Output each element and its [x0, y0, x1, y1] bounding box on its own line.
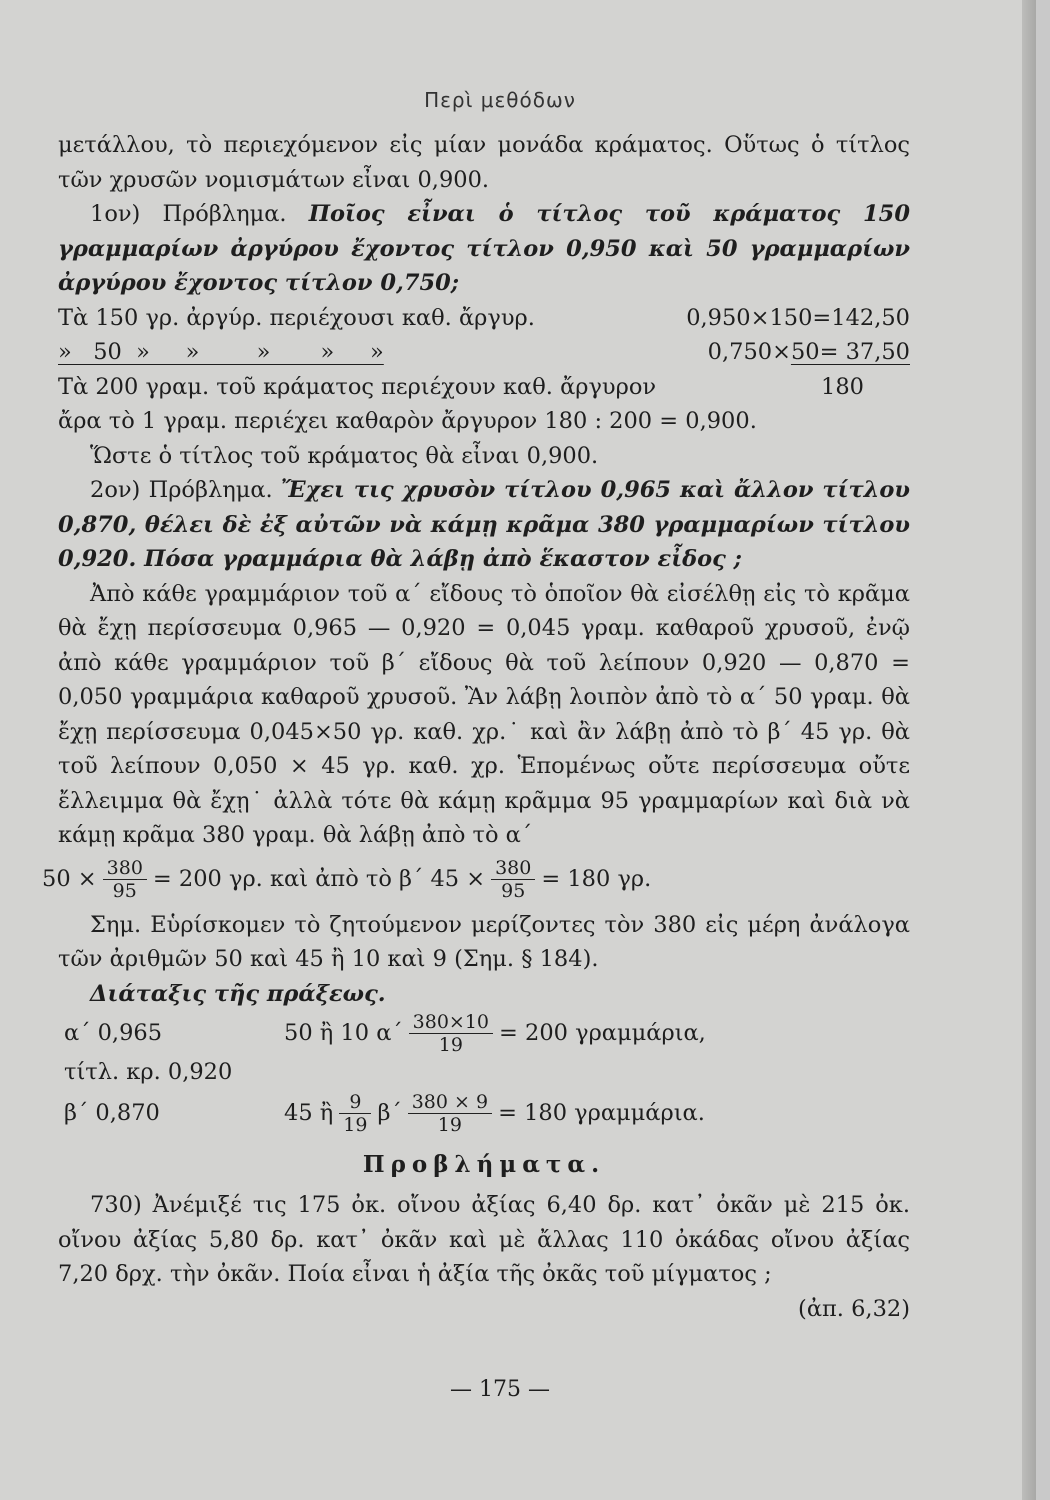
problem-730-answer: (ἀπ. 6,32) — [798, 1295, 910, 1322]
calc-line-2-value — [708, 335, 910, 370]
problem-2-label: 2ον) Πρόβλημα. — [90, 477, 273, 503]
formula-line — [42, 857, 910, 902]
problem-2-body: Ἀπὸ κάθε γραμμάριον τοῦ α΄ εἴδους τὸ ὁποῖον θὰ εἰσέλθῃ εἰς τὸ κρᾶμα θὰ ἔχῃ περίσσευμα 0,965 — 0,920 = 0,045 γραμ. καθαροῦ χρυσοῦ, ἐνῷ ἀπὸ κάθε γραμμάριον τοῦ β΄ εἴδους θὰ τοῦ λείπουν 0,920 — 0,870 = 0,050 γραμμάρια καθαροῦ χρυσοῦ. Ἂν λάβῃ λοιπὸν ἀπὸ τὸ α΄ 50 γραμ. θὰ ἔχῃ περίσσευμα 0,045×50 γρ. καθ. χρ.˙ καὶ ἂν λάβῃ ἀπὸ τὸ β΄ 45 γρ. θὰ τοῦ λείπουν 0,050 × 45 γρ. καθ. χρ. Ἑπομένως οὔτε περίσσευμα οὔτε ἔλλειμμα θὰ ἔχῃ˙ ἀλλὰ τότε θὰ κάμῃ κρᾶμμα 95 γραμμαρίων καὶ διὰ νὰ κάμῃ κρᾶμα 380 γραμ. θὰ λάβῃ ἀπὸ τὸ α΄ — [58, 580, 910, 848]
problem-1-question: Ποῖος εἶναι ὁ τίτλος τοῦ κράματος 150 γραμμαρίων ἀργύρου ἔχοντος τίτλον 0,950 καὶ 50 γραμμαρίων ἀργύρου ἔχοντος τίτλον 0,750; — [58, 201, 910, 296]
formula-fraction-a-den: 95 — [112, 879, 137, 902]
calc-line-3-text: Τὰ 200 γραμ. τοῦ κράματος περιέχουν καθ. ἄργυρον — [58, 373, 657, 400]
arrangement-r3-fraction — [408, 1091, 492, 1136]
arrangement-row-3 — [64, 1090, 910, 1138]
formula-fraction-a — [103, 857, 147, 902]
arrangement-r3-small-fraction — [339, 1091, 371, 1136]
arrangement-r1-den: 19 — [438, 1033, 463, 1056]
problem-2 — [58, 473, 910, 577]
formula-fraction-b — [491, 857, 535, 902]
arrangement-r1-result: = 200 γραμμάρια, — [499, 1019, 706, 1046]
calc-line-3-value: 180 — [821, 373, 864, 400]
problems-heading: Προβλήματα. — [362, 1150, 606, 1178]
page-edge — [1022, 0, 1036, 1500]
arrangement-r3-fnum: 9 — [339, 1091, 371, 1114]
problem-1-label: 1ον) Πρόβλημα. — [90, 201, 287, 227]
calc-line-1-text: Τὰ 150 γρ. ἀργύρ. περιέχουσι καθ. ἄργυρ. — [58, 304, 535, 331]
arrangement-r3-c3: β΄ — [377, 1100, 402, 1127]
paragraph-intro: μετάλλου, τὸ περιεχόμενον εἰς μίαν μονάδα κράματος. Οὕτως ὁ τίτλος τῶν χρυσῶν νομισμάτων εἶναι 0,900. — [58, 132, 910, 193]
arrangement-row-1 — [64, 1011, 910, 1055]
problem-1-result: Ὥστε ὁ τίτλος τοῦ κράματος θὰ εἶναι 0,900. — [90, 442, 599, 469]
calc-line-2 — [58, 335, 910, 370]
arrangement-row-2: τίτλ. κρ. 0,920 — [64, 1059, 233, 1085]
page-number: — 175 — — [450, 1377, 550, 1402]
calc-line-1 — [58, 301, 910, 336]
arrangement-r3-fden: 19 — [343, 1114, 368, 1136]
problem-730-text: 730) Ἀνέμιξέ τις 175 ὀκ. οἴνου ἀξίας 6,40 δρ. κατ᾽ ὀκᾶν μὲ 215 ὀκ. οἴνου ἀξίας 5,80 δρ. κατ᾽ ὀκᾶν καὶ μὲ ἄλλας 110 ὀκάδας οἴνου ἀξίας 7,20 δρχ. τὴν ὀκᾶν. Ποία εἶναι ἡ ἀξία τῆς ὀκᾶς τοῦ μίγματος ; — [58, 1192, 910, 1287]
calc-line-2-text: » 50 » » » » » — [58, 339, 384, 365]
formula-a-result: = 200 γρ. καὶ ἀπὸ τὸ β΄ 45 × — [152, 865, 486, 892]
problem-2-question: Ἔχει τις χρυσὸν τίτλου 0,965 καὶ ἄλλον τίτλου 0,870, θέλει δὲ ἐξ αὐτῶν νὰ κάμῃ κρᾶμα 380 γραμμαρίων τίτλου 0,920. Πόσα γραμμάρια θὰ λάβῃ ἀπὸ ἕκαστον εἶδος ; — [58, 477, 910, 572]
formula-fraction-a-num: 380 — [103, 857, 147, 880]
body-text — [42, 128, 910, 1326]
calc-line-4: ἄρα τὸ 1 γραμ. περιέχει καθαρὸν ἄργυρον 180 : 200 = 0,900. — [58, 408, 757, 434]
arrangement-r1-fraction — [409, 1011, 493, 1056]
calc-line-2-factor: 0,750× — [707, 339, 791, 365]
calc-line-2-result: 50= 37,50 — [790, 339, 910, 365]
formula-a: 50 × — [42, 865, 97, 892]
arrangement-r1-c2: 50 ἢ 10 α΄ — [284, 1019, 403, 1046]
formula-fraction-b-num: 380 — [491, 857, 535, 880]
arrangement-r3-den: 19 — [437, 1114, 462, 1136]
problem-730 — [58, 1188, 910, 1322]
arrangement-r1-num: 380×10 — [409, 1011, 493, 1034]
calc-line-1-value: 0,950×150=142,50 — [686, 304, 910, 331]
problem-2-note: Σημ. Εὑρίσκομεν τὸ ζητούμενον μερίζοντες τὸν 380 εἰς μέρη ἀνάλογα τῶν ἀριθμῶν 50 καὶ 45 ἢ 10 καὶ 9 (Σημ. § 184). — [58, 911, 910, 972]
arrangement-r3-result: = 180 γραμμάρια. — [498, 1100, 705, 1127]
arrangement-r3-c2: 45 ἢ — [284, 1100, 334, 1127]
arrangement-r1-c1: α΄ 0,965 — [64, 1019, 163, 1046]
arrangement-title: Διάταξις τῆς πράξεως. — [90, 980, 386, 1007]
arrangement-r3-c1: β΄ 0,870 — [64, 1100, 160, 1127]
calc-line-3 — [58, 370, 910, 405]
problem-1 — [58, 197, 910, 301]
arrangement-r3-num: 380 × 9 — [408, 1091, 492, 1114]
formula-fraction-b-den: 95 — [501, 879, 526, 902]
formula-b-result: = 180 γρ. — [541, 865, 652, 892]
running-head: Περὶ μεθόδων — [424, 88, 576, 112]
